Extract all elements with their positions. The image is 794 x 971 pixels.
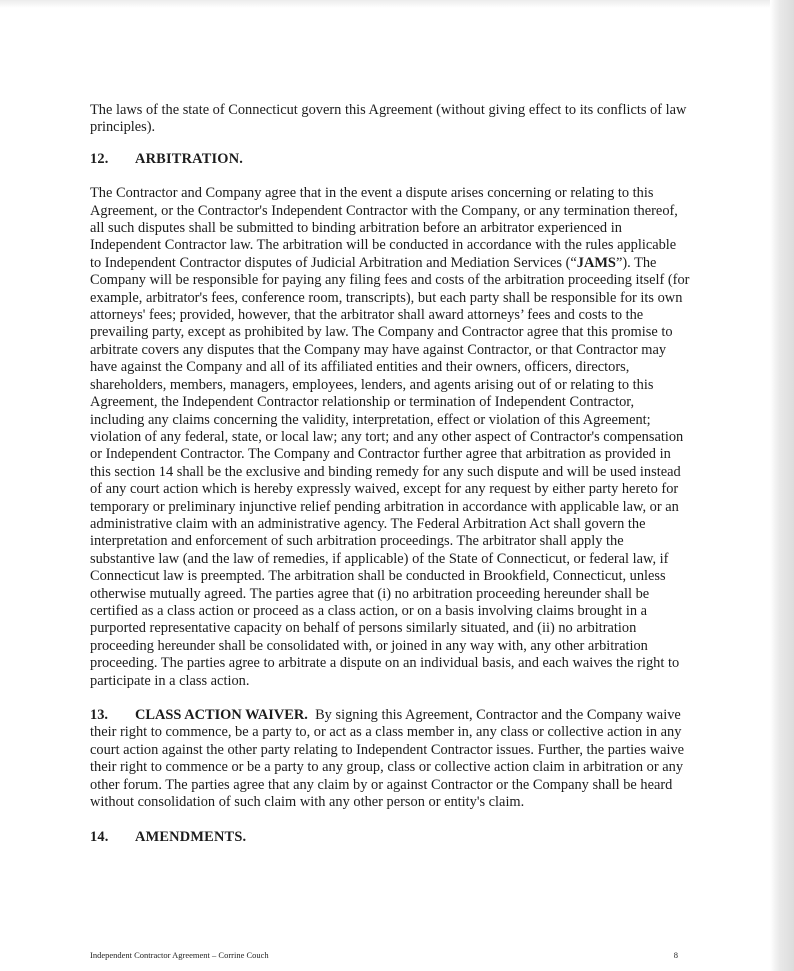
jams-term: JAMS <box>576 254 616 271</box>
section-13-title: CLASS ACTION WAIVER. <box>135 707 308 723</box>
arbitration-text-part-1: The Contractor and Company agree that in the event a dispute arises concerning or relating to this Agreement, or the Contractor's Independent Contractor with the Company, or any termination thereof, all such disputes shall be submitted to binding arbitration before an arbitrator experienced in Independent Contractor law. The arbitration will be conducted in accordance with the rules applicable to Independent Contractor disputes of Judicial Arbitration and Mediation Services (“ <box>90 185 678 271</box>
section-12-number: 12. <box>90 150 109 167</box>
governing-law-paragraph: The laws of the state of Connecticut govern this Agreement (without giving effect to its conflicts of law principles). <box>90 102 687 136</box>
scan-shadow-right <box>770 0 794 971</box>
section-13-heading <box>90 707 308 723</box>
arbitration-text-part-2: ”). The Company will be responsible for paying any filing fees and costs of the arbitration proceeding itself (for example, arbitrator's fees, conference room, transcripts), but each party shall be responsible for its own attorneys' fees; provided, however, that the arbitrator shall award attorneys’ fees and costs to the prevailing party, except as prohibited by law. The Company and Contractor agree that this promise to arbitrate covers any disputes that the Company may have against Contractor, or that Contractor may have against the Company and all of its affiliated entities and their owners, officers, directors, shareholders, members, managers, employees, lenders, and agents arising out of or relating to this Agreement, the Independent Contractor relationship or termination of Independent Contractor, including any claims concerning the validity, interpretation, effect or violation of this Agreement; violation of any federal, state, or local law; any tort; and any other aspect of Contractor's compensation or Independent Contractor. The Company and Contractor further agree that arbitration as provided in this section 14 shall be the exclusive and binding remedy for any such dispute and will be used instead of any court action which is hereby expressly waived, except for any request by either party hereto for temporary or preliminary injunctive relief pending arbitration in accordance with applicable law, or an administrative claim with an administrative agency. The Federal Arbitration Act shall govern the interpretation and enforcement of such arbitration proceedings. The arbitrator shall apply the substantive law (and the law of remedies, if applicable) of the State of Connecticut, or federal law, if Connecticut law is preempted. The arbitration shall be conducted in Brookfield, Connecticut, unless otherwise mutually agreed. The parties agree that (i) no arbitration proceeding hereunder shall be certified as a class action or proceed as a class action, or on a basis involving claims brought in a purported representative capacity on behalf of persons similarly situated, and (ii) no arbitration proceeding hereunder shall be consolidated with, or joined in any way with, any other arbitration proceeding. The parties agree to arbitrate a dispute on an individual basis, and each waives the right to participate in a class action. <box>90 254 690 689</box>
section-12-title: ARBITRATION. <box>135 150 244 167</box>
section-14-heading <box>90 829 690 846</box>
page-number: 8 <box>673 950 678 960</box>
section-12-heading <box>90 151 690 168</box>
section-13-body: By signing this Agreement, Contractor and the Company waive their right to commence, be a party to, or act as a class member in, any class or collective action in any court action against the other party relating to Independent Contractor issues. Further, the parties waive their right to commence or be a party to any group, class or collective action claim in arbitration or any other forum. The parties agree that any claim by or against Contractor or the Company shall be heard without consolidation of such claim with any other person or entity's claim. <box>90 707 685 811</box>
scan-shadow-top <box>0 0 794 8</box>
arbitration-paragraph <box>90 185 690 690</box>
section-14-number: 14. <box>90 829 109 846</box>
section-13-number: 13. <box>90 707 108 723</box>
document-body <box>90 102 690 847</box>
page-footer <box>90 950 686 960</box>
footer-label: Independent Contractor Agreement – Corrine Couch <box>90 950 269 960</box>
section-14-title: AMENDMENTS. <box>135 829 247 846</box>
class-action-waiver-paragraph <box>90 707 690 811</box>
